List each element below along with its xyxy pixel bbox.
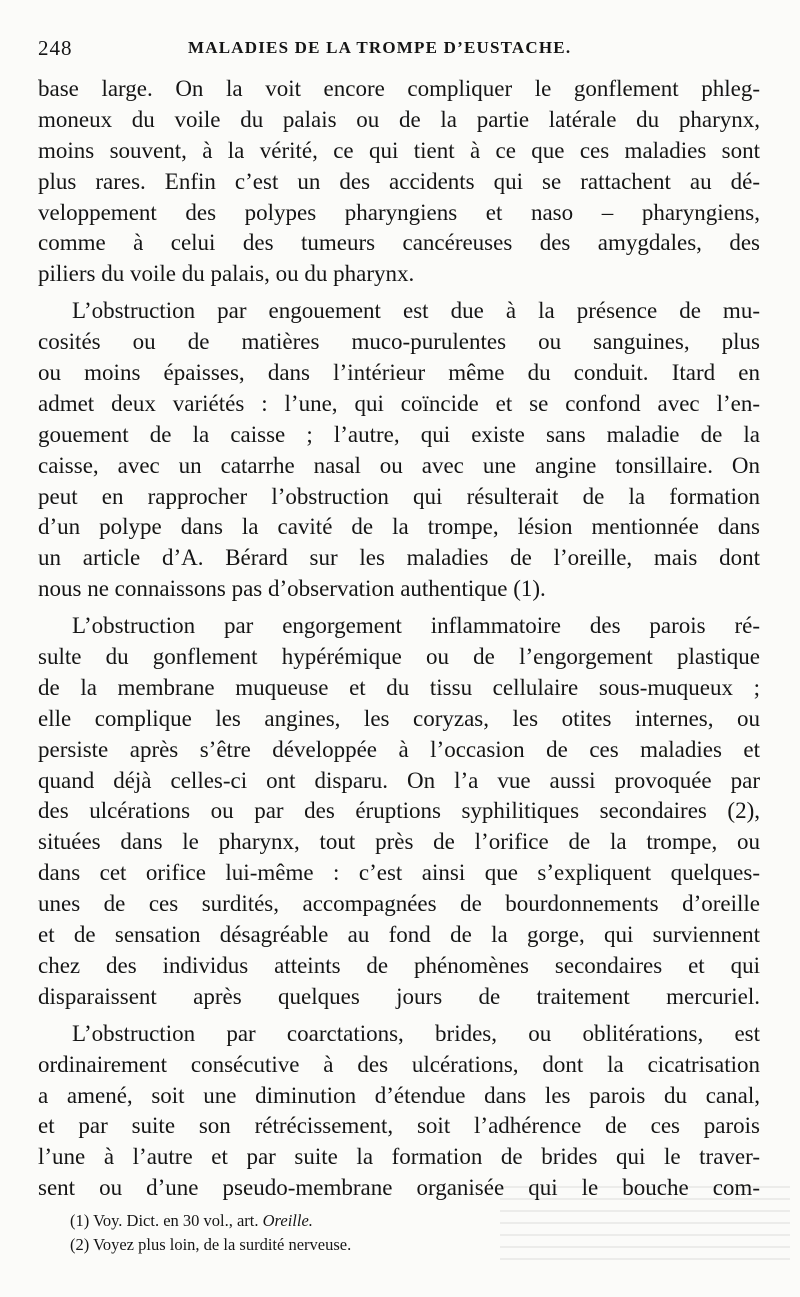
text-line: un article d’A. Bérard sur les maladies de l’oreille, mais dont — [38, 545, 760, 571]
text-line: cosités ou de matières muco-purulentes ou sanguines, plus — [38, 329, 760, 355]
page-number: 248 — [38, 36, 73, 60]
text-line: L’obstruction par engorgement inflammatoire des parois ré- — [72, 613, 760, 639]
text-line: L’obstruction par engouement est due à la présence de mu- — [72, 298, 760, 324]
footnote-1-text: (1) Voy. Dict. en 30 vol., art. — [70, 1211, 263, 1230]
text-line: moins souvent, à la vérité, ce qui tient à ce que ces maladies sont — [38, 137, 760, 163]
text-line: nous ne connaissons pas d’observation authentique (1). — [38, 576, 546, 602]
text-line: sulte du gonflement hypérémique ou de l’engorgement plastique — [38, 644, 760, 670]
text-line: plus rares. Enfin c’est un des accidents qui se rattachent au dé- — [38, 168, 760, 194]
footnote-1-italic: Oreille. — [262, 1211, 313, 1230]
text-line: d’un polype dans la cavité de la trompe, lésion mentionnée dans — [38, 514, 760, 540]
footnote-1 — [70, 1209, 670, 1233]
footnotes — [70, 1209, 670, 1257]
text-line: peut en rapprocher l’obstruction qui résulterait de la formation — [38, 483, 760, 509]
text-line: ou moins épaisses, dans l’intérieur même du conduit. Itard en — [38, 360, 760, 386]
text-line: moneux du voile du palais ou de la partie latérale du pharynx, — [38, 106, 760, 132]
footnote-2 — [70, 1233, 670, 1257]
text-line: disparaissent après quelques jours de traitement mercuriel. — [38, 983, 760, 1009]
text-line: caisse, avec un catarrhe nasal ou avec une angine tonsillaire. On — [38, 452, 760, 478]
text-line: L’obstruction par coarctations, brides, ou oblitérations, est — [72, 1020, 760, 1046]
page-header — [38, 36, 780, 62]
text-line: a amené, soit une diminution d’étendue dans les parois du canal, — [38, 1082, 760, 1108]
text-line: quand déjà celles-ci ont disparu. On l’a vue aussi provoquée par — [38, 767, 760, 793]
text-line: veloppement des polypes pharyngiens et naso – pharyngiens, — [38, 199, 760, 225]
text-line: des ulcérations ou par des éruptions syphilitiques secondaires (2), — [38, 798, 760, 824]
text-line: dans cet orifice lui-même : c’est ainsi que s’expliquent quelques- — [38, 860, 760, 886]
body-text — [38, 74, 760, 1204]
text-line: base large. On la voit encore compliquer le gonflement phleg- — [38, 76, 760, 101]
text-line: comme à celui des tumeurs cancéreuses des amygdales, des — [38, 230, 760, 256]
text-line: situées dans le pharynx, tout près de l’orifice de la trompe, ou — [38, 829, 760, 855]
text-line: de la membrane muqueuse et du tissu cellulaire sous-muqueux ; — [38, 674, 760, 700]
text-line: et de sensation désagréable au fond de la gorge, qui surviennent — [38, 922, 760, 948]
text-line: gouement de la caisse ; l’autre, qui existe sans maladie de la — [38, 421, 760, 447]
text-line: ordinairement consécutive à des ulcérations, dont la cicatrisation — [38, 1051, 760, 1077]
running-title: MALADIES DE LA TROMPE D’EUSTACHE. — [188, 38, 572, 57]
text-line: chez des individus atteints de phénomènes secondaires et qui — [38, 952, 760, 978]
text-line: persiste après s’être développée à l’occasion de ces maladies et — [38, 736, 760, 762]
text-line: elle complique les angines, les coryzas, les otites internes, ou — [38, 705, 760, 731]
text-line: sent ou d’une pseudo-membrane organisée qui le bouche com- — [38, 1175, 760, 1201]
text-line: l’une à l’autre et par suite la formation de brides qui le traver- — [38, 1144, 760, 1170]
text-line: piliers du voile du palais, ou du pharynx. — [38, 261, 415, 287]
text-line: admet deux variétés : l’une, qui coïncide et se confond avec l’en- — [38, 390, 760, 416]
text-line: et par suite son rétrécissement, soit l’adhérence de ces parois — [38, 1113, 760, 1139]
text-line: unes de ces surdités, accompagnées de bourdonnements d’oreille — [38, 891, 760, 917]
footnote-2-text: (2) Voyez plus loin, de la surdité nerveuse. — [70, 1235, 352, 1254]
